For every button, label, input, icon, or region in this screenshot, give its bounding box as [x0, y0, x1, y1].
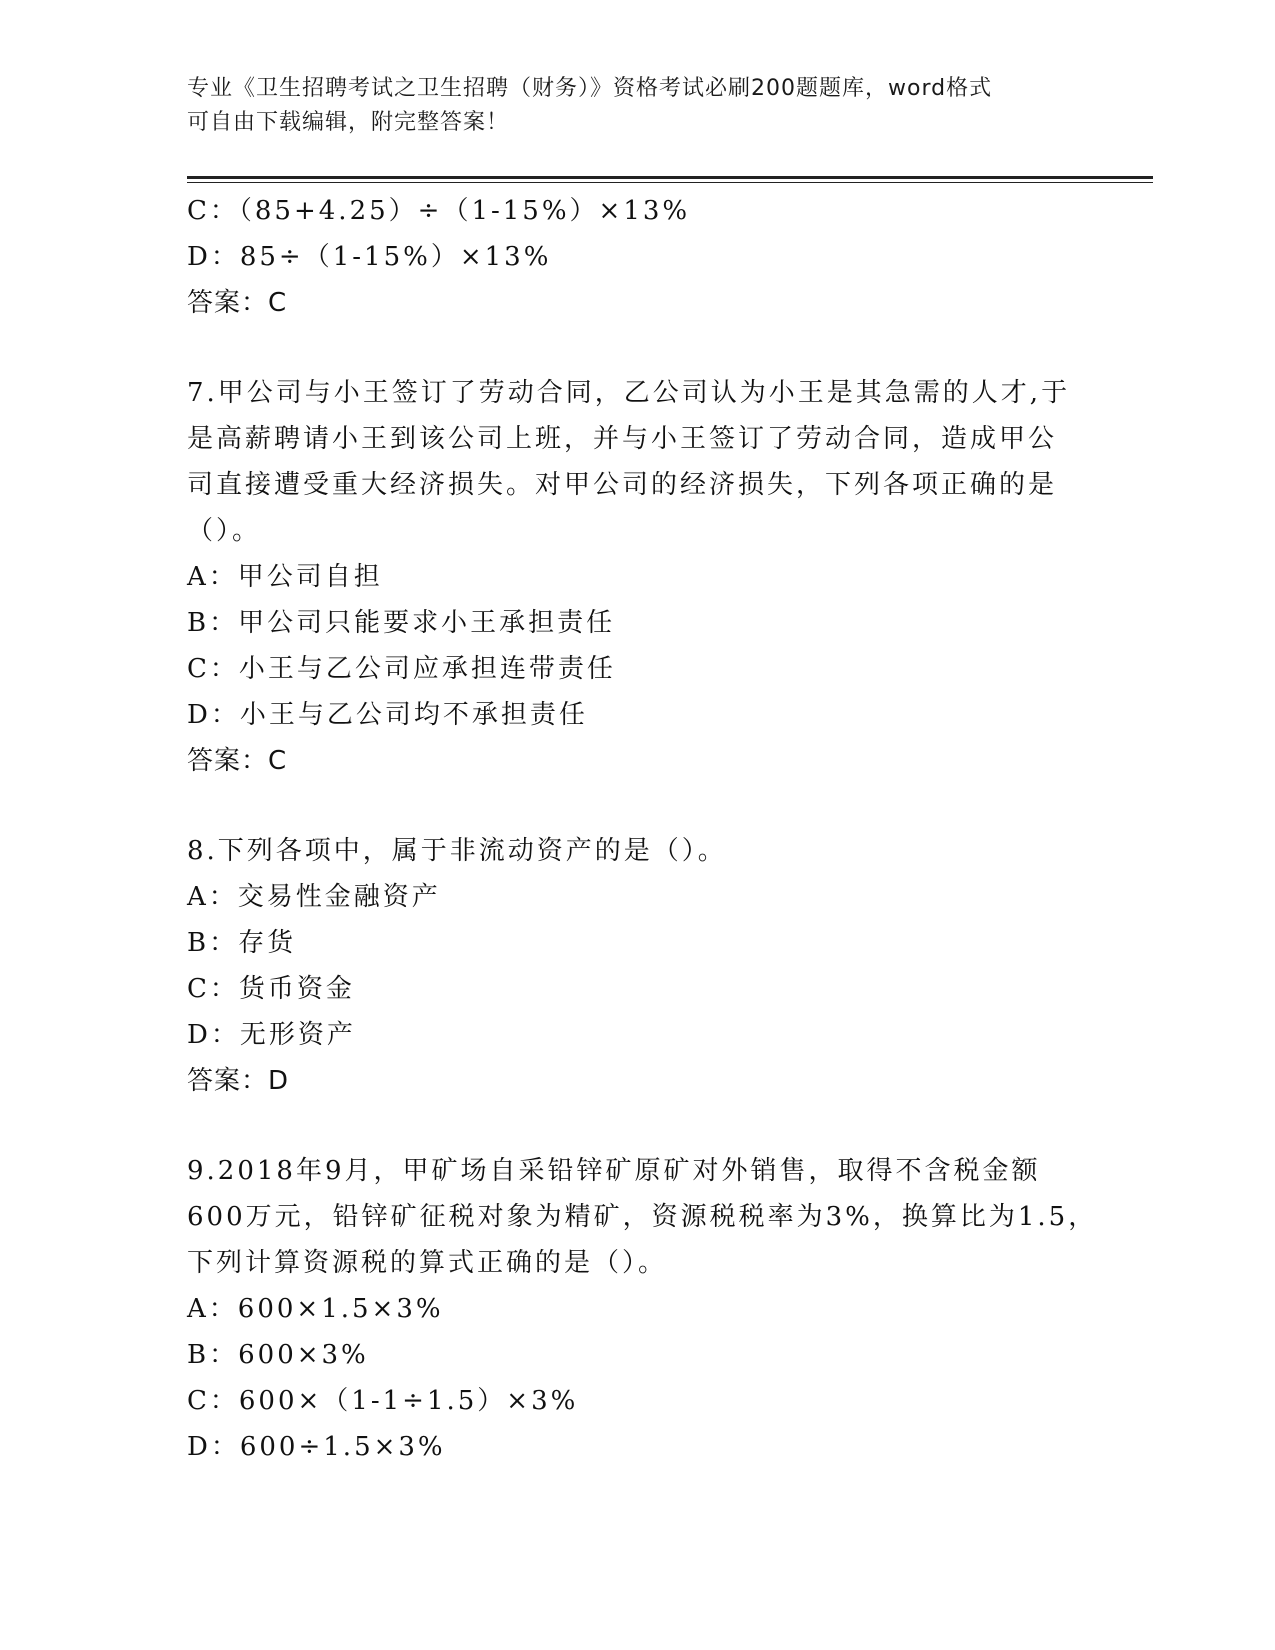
question-text-line: 9.2018年9月，甲矿场自采铅锌矿原矿对外销售，取得不含税金额 — [187, 1156, 1041, 1186]
option-b: B：600×3% — [187, 1340, 369, 1370]
question-text-line: 司直接遭受重大经济损失。对甲公司的经济损失，下列各项正确的是 — [187, 470, 1058, 500]
option-c: C：小王与乙公司应承担连带责任 — [187, 654, 616, 684]
option-a: A：600×1.5×3% — [187, 1294, 444, 1324]
option-a: A：交易性金融资产 — [187, 882, 441, 912]
option-d: D：600÷1.5×3% — [187, 1432, 446, 1462]
question-8 — [187, 828, 1087, 1104]
header-title-line1: 专业《卫生招聘考试之卫生招聘（财务）》资格考试必刷200题题库，word格式 — [187, 76, 993, 101]
option-c: C：600×（1-1÷1.5）×3% — [187, 1386, 579, 1416]
question-text-line: 下列计算资源税的算式正确的是（）。 — [187, 1248, 668, 1278]
answer: 答案：C — [187, 746, 288, 776]
answer: 答案：D — [187, 1066, 290, 1096]
question-text-line: 7.甲公司与小王签订了劳动合同，乙公司认为小王是其急需的人才,于 — [187, 378, 1071, 408]
question-9 — [187, 1148, 1098, 1470]
option-d: D：85÷（1-15%）×13% — [187, 242, 552, 272]
header-title-line2: 可自由下载编辑，附完整答案！ — [187, 110, 510, 135]
option-a: A：甲公司自担 — [187, 562, 383, 592]
question-text-line: （）。 — [187, 516, 262, 546]
answer: 答案：C — [187, 288, 288, 318]
option-b: B：存货 — [187, 928, 297, 958]
option-d: D：无形资产 — [187, 1020, 356, 1050]
header-rule-thick — [187, 176, 1153, 179]
question-text-line: 600万元，铅锌矿征税对象为精矿，资源税税率为3%，换算比为1.5， — [187, 1202, 1098, 1232]
document-header — [187, 72, 1067, 140]
option-b: B：甲公司只能要求小王承担责任 — [187, 608, 616, 638]
question-list — [187, 188, 1098, 1470]
question-7 — [187, 370, 1087, 784]
question-text-line: 是高薪聘请小王到该公司上班，并与小王签订了劳动合同，造成甲公 — [187, 424, 1058, 454]
question-text-line: 8.下列各项中，属于非流动资产的是（）。 — [187, 836, 727, 866]
question-6-tail — [187, 188, 1087, 326]
option-c: C：货币资金 — [187, 974, 355, 1004]
option-d: D：小王与乙公司均不承担责任 — [187, 700, 588, 730]
header-rule-thin — [187, 182, 1153, 183]
option-c: C：（85+4.25）÷（1-15%）×13% — [187, 196, 691, 226]
